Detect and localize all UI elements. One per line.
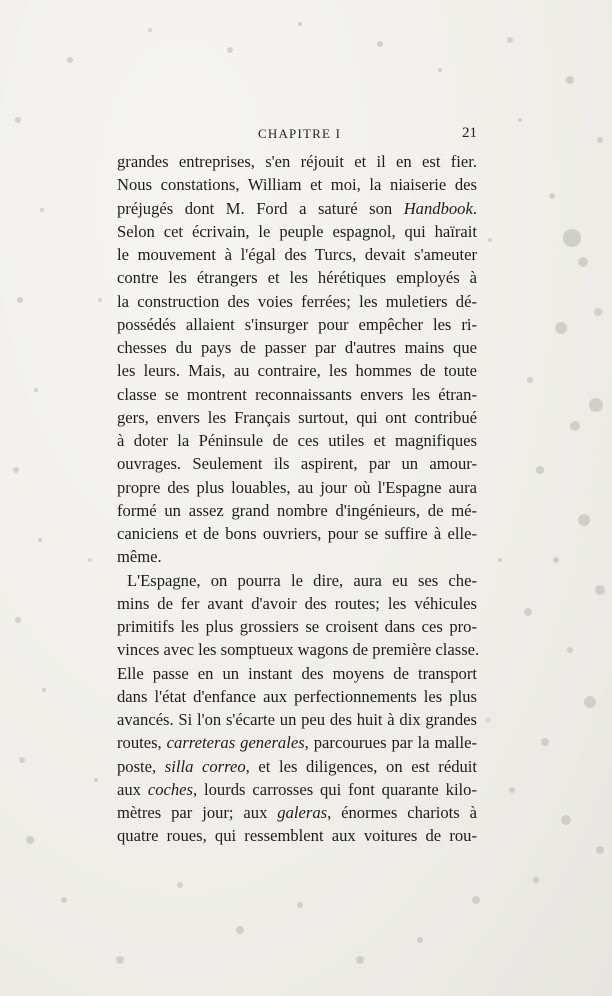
page-number: 21 bbox=[462, 125, 477, 141]
text-line-paragraph-start: L'Espagne, on pourra le dire, aura eu ses che- bbox=[127, 570, 477, 590]
italic-term: coches bbox=[147, 779, 193, 799]
text-line: avancés. Si l'on s'écarte un peu des huit à dix grandes bbox=[117, 710, 477, 729]
text-line: chesses du pays de passer par d'autres mains que bbox=[117, 338, 477, 357]
text-line: primitifs les plus grossiers se croisent dans ces pro- bbox=[117, 617, 477, 636]
italic-term: Handbook bbox=[403, 198, 473, 218]
text-line: dans l'état d'enfance aux perfectionnements les plus bbox=[117, 686, 477, 706]
text-line: les leurs. Mais, au contraire, les hommes de toute bbox=[117, 361, 477, 381]
text-line: contre les étrangers et les hérétiques employés à bbox=[117, 268, 477, 288]
text-line: vinces avec les somptueux wagons de première classe. bbox=[117, 640, 480, 660]
text-line: ouvrages. Seulement ils aspirent, par un amour- bbox=[117, 454, 477, 474]
text-line: mins de fer avant d'avoir des routes; les véhicules bbox=[117, 593, 477, 613]
text-line: gers, envers les Français surtout, qui ont contribué bbox=[117, 407, 477, 427]
text-line: classe se montrent reconnaissants envers les étran- bbox=[117, 384, 477, 404]
text-line: routes, carreteras generales, parcourues par la malle- bbox=[117, 733, 477, 753]
text-line: Nous constations, William et moi, la niaiserie des bbox=[117, 175, 477, 195]
text-line: Selon cet écrivain, le peuple espagnol, qui haïrait bbox=[117, 221, 477, 241]
italic-term: galeras bbox=[277, 803, 328, 822]
text-line: quatre roues, qui ressemblent aux voitures de rou- bbox=[117, 826, 477, 846]
text-line: préjugés dont M. Ford a saturé son Handbook. bbox=[117, 198, 477, 218]
text-line: Elle passe en un instant des moyens de transport bbox=[117, 663, 477, 683]
text-line: caniciens et de bons ouvriers, pour se suffire à elle- bbox=[117, 524, 477, 543]
body-text bbox=[117, 150, 480, 848]
page-header bbox=[0, 126, 612, 146]
text-line: même. bbox=[117, 547, 162, 567]
text-line: mètres par jour; aux galeras, énormes chariots à bbox=[117, 803, 478, 822]
text-line: aux coches, lourds carrosses qui font quarante kilo- bbox=[117, 779, 477, 799]
text-line: grandes entreprises, s'en réjouit et il en est fier. bbox=[117, 152, 477, 171]
text-line: la construction des voies ferrées; les muletiers dé- bbox=[117, 291, 477, 311]
text-line: formé un assez grand nombre d'ingénieurs, de mé- bbox=[117, 500, 477, 520]
text-line: poste, silla correo, et les diligences, on est réduit bbox=[117, 756, 478, 776]
text-line: à doter la Péninsule de ces utiles et magnifiques bbox=[117, 431, 477, 450]
text-line: possédés allaient s'insurger pour empêcher les ri- bbox=[117, 314, 477, 334]
italic-term: silla correo bbox=[164, 756, 246, 776]
text-line: le mouvement à l'égal des Turcs, devait s'ameuter bbox=[117, 245, 477, 264]
text-line: propre des plus louables, au jour où l'Espagne aura bbox=[117, 477, 477, 497]
italic-term: carreteras generales bbox=[166, 733, 305, 753]
running-head: CHAPITRE I bbox=[258, 126, 342, 141]
